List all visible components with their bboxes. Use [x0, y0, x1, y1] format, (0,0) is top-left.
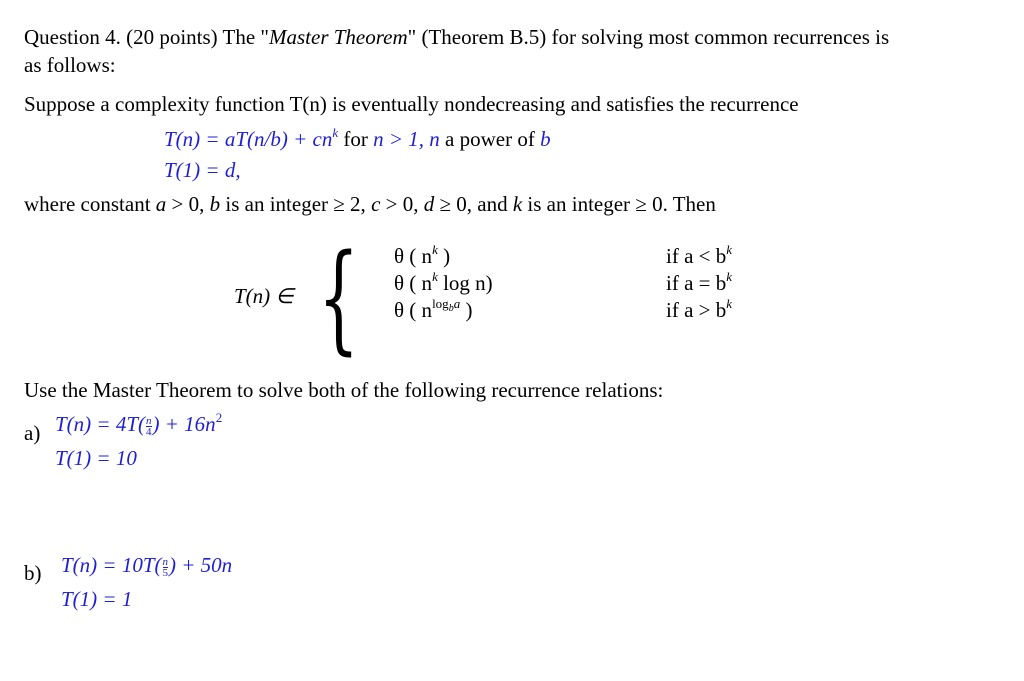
base-b: b [540, 127, 551, 151]
math-fragment: where constant [24, 192, 156, 216]
math-fragment: if a = b [666, 271, 727, 295]
math-fragment: 2 [215, 410, 223, 425]
where-text [24, 194, 716, 215]
exponent: k [332, 125, 339, 140]
header-text-rest: " (Theorem B.5) for solving most common recurrences is [407, 25, 890, 49]
theorem-lhs [234, 286, 294, 307]
math-fragment: T(n) = 4T( [55, 412, 146, 436]
cond-2 [666, 269, 733, 295]
math-fragment: k [726, 296, 733, 311]
math-fragment: T(n) = 10T( [61, 553, 162, 577]
math-fragment: ≥ 0, and [434, 192, 513, 216]
math-fragment: T(1) = 10 [55, 446, 137, 470]
theorem-name: Master Theorem [269, 25, 408, 49]
math-fragment: k [432, 242, 438, 257]
part-b-label: b) [24, 561, 42, 585]
math-fragment: log [432, 296, 449, 311]
math-fragment: b [448, 303, 454, 314]
math-fragment: k [726, 269, 733, 284]
suppose-text: Suppose a complexity function T(n) is eventually nondecreasing and satisfies the recurrence [24, 92, 799, 116]
math-fragment: T(n) ∈ [234, 284, 294, 308]
math-fragment: is an integer ≥ 2, [220, 192, 372, 216]
case-3 [394, 296, 473, 322]
header-line2: as follows: [24, 53, 116, 77]
part-b-equation [61, 555, 232, 578]
header-text: Question 4. (20 points) The " [24, 25, 269, 49]
math-fragment: > 0, [166, 192, 210, 216]
math-fragment: c [371, 192, 381, 216]
question-header [24, 27, 889, 48]
cond-1 [666, 242, 733, 268]
recurrence-lhs: T(n) = aT(n/b) + cn [164, 127, 333, 151]
math-fragment: is an integer ≥ 0. Then [522, 192, 716, 216]
math-fragment: if a < b [666, 244, 727, 268]
math-fragment: T(1) = 1 [61, 587, 133, 611]
math-fragment: ) [437, 244, 451, 268]
math-fragment: log n) [437, 271, 493, 295]
math-fragment: if a > b [666, 298, 727, 322]
case-1 [394, 242, 451, 268]
recurrence-equation [164, 125, 551, 151]
math-fragment: k [726, 242, 733, 257]
base-case [164, 160, 241, 181]
math-fragment: 4 [146, 425, 152, 438]
instructions: Use the Master Theorem to solve both of the following recurrence relations: [24, 378, 664, 402]
math-fragment: k [512, 192, 523, 216]
math-fragment: θ ( n [394, 271, 433, 295]
math-fragment: θ ( n [394, 244, 433, 268]
cond-3 [666, 296, 733, 322]
part-a-equation [55, 410, 223, 438]
math-fragment: > 0, [380, 192, 424, 216]
math-fragment: n [146, 414, 152, 427]
case-2 [394, 269, 493, 295]
math-fragment: a [453, 296, 461, 311]
condition: n > 1, n [373, 127, 440, 151]
part-b-base [61, 589, 132, 610]
math-fragment: b [209, 192, 221, 216]
base-case-text: T(1) = d, [164, 158, 241, 182]
part-a-label: a) [24, 421, 41, 445]
math-fragment: k [432, 269, 438, 284]
for-text: for [338, 127, 374, 151]
math-fragment: a [155, 192, 167, 216]
power-of-text: a power of [439, 127, 541, 151]
math-fragment: d [423, 192, 435, 216]
math-fragment: ) [460, 298, 473, 322]
math-fragment: n [162, 555, 169, 568]
part-a-base [55, 448, 137, 469]
math-fragment: θ ( n [394, 298, 433, 322]
math-fragment: 5 [162, 566, 169, 579]
brace-symbol: { [318, 228, 360, 366]
math-fragment: ) + 16n [152, 412, 216, 436]
math-fragment: ) + 50n [169, 553, 233, 577]
